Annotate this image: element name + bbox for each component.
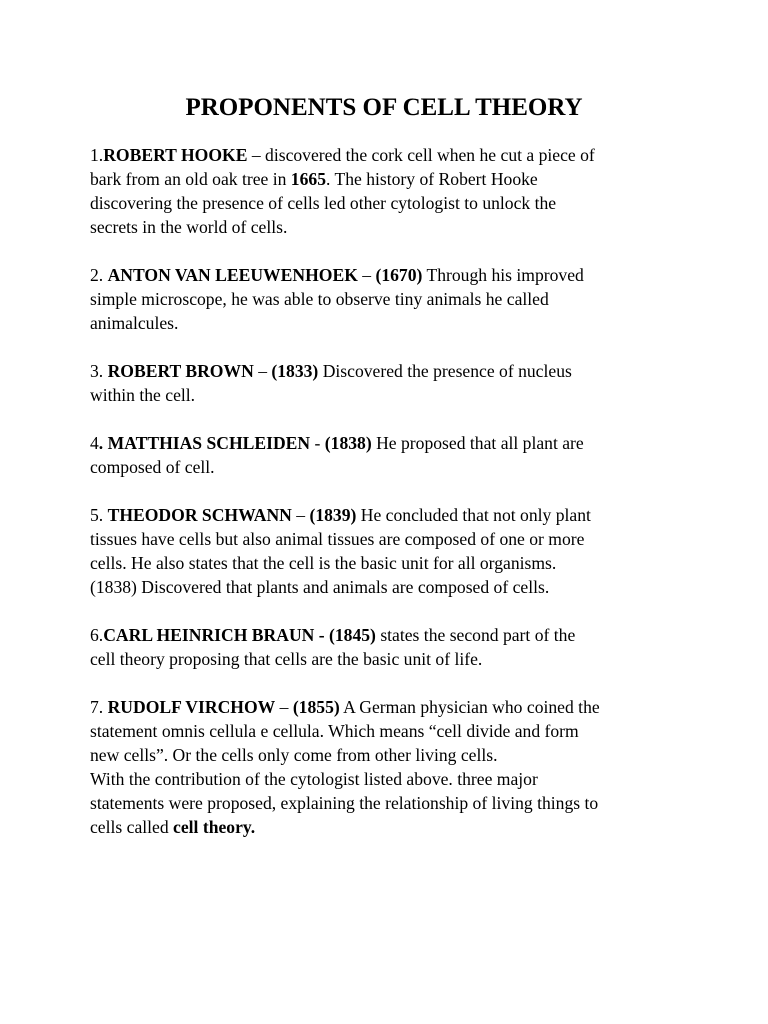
text-run: He concluded that not only plant	[356, 505, 591, 525]
text-run: – discovered the cork cell when he cut a piece of	[247, 145, 595, 165]
text-run: A German physician who coined the	[339, 697, 600, 717]
text-line	[90, 719, 690, 743]
text-run: 6.	[90, 625, 104, 645]
text-line	[90, 431, 690, 455]
bold-text: ROBERT HOOKE	[103, 145, 248, 165]
bold-text: ANTON VAN LEEUWENHOEK	[107, 265, 358, 285]
text-run: 3.	[90, 361, 108, 381]
text-run: –	[291, 505, 310, 525]
text-run: 7.	[90, 697, 108, 717]
proponent-entry	[90, 503, 690, 599]
text-run: states the second part of the	[375, 625, 576, 645]
text-line	[90, 311, 690, 335]
text-run: 4	[90, 433, 99, 453]
text-line	[90, 623, 690, 647]
bold-text: (1855)	[292, 697, 340, 717]
text-line	[90, 167, 690, 191]
text-line	[90, 215, 690, 239]
text-run: . The history of Robert Hooke	[325, 169, 538, 189]
text-line	[90, 455, 690, 479]
proponent-entry	[90, 623, 690, 671]
bold-text: cell theory.	[173, 817, 256, 837]
text-run: new cells”. Or the cells only come from other living cells.	[90, 745, 498, 765]
proponent-entry	[90, 263, 690, 335]
text-run: cells called	[90, 817, 174, 837]
text-run: He proposed that all plant are	[371, 433, 584, 453]
text-run: secrets in the world of cells.	[90, 217, 288, 237]
text-run: cell theory proposing that cells are the basic unit of life.	[90, 649, 483, 669]
text-line	[90, 143, 690, 167]
bold-text: (1839)	[309, 505, 357, 525]
text-run: –	[253, 361, 272, 381]
bold-text: RUDOLF VIRCHOW	[107, 697, 276, 717]
text-run: tissues have cells but also animal tissues are composed of one or more	[90, 529, 585, 549]
proponent-entry	[90, 359, 690, 407]
text-run: –	[357, 265, 376, 285]
text-run: statements were proposed, explaining the relationship of living things to	[90, 793, 599, 813]
bold-text: ROBERT BROWN	[107, 361, 254, 381]
text-run: –	[275, 697, 293, 717]
text-run: -	[310, 433, 325, 453]
text-run: statement omnis cellula e cellula. Which means “cell divide and form	[90, 721, 579, 741]
text-run: discovering the presence of cells led other cytologist to unlock the	[90, 193, 557, 213]
text-line	[90, 551, 690, 575]
text-line	[90, 287, 690, 311]
text-line	[90, 743, 690, 767]
text-run: within the cell.	[90, 385, 196, 405]
text-run: Through his improved	[422, 265, 584, 285]
text-run: composed of cell.	[90, 457, 215, 477]
text-line	[90, 263, 690, 287]
closing-paragraph	[90, 695, 690, 839]
text-line	[90, 527, 690, 551]
text-run: animalcules.	[90, 313, 179, 333]
text-run: Discovered the presence of nucleus	[318, 361, 572, 381]
bold-text: (1670)	[375, 265, 423, 285]
text-line	[90, 767, 690, 791]
text-run: 5.	[90, 505, 108, 525]
text-line	[90, 359, 690, 383]
proponent-list	[90, 143, 690, 671]
text-line	[90, 575, 690, 599]
text-line	[90, 191, 690, 215]
text-run: simple microscope, he was able to observe tiny animals he called	[90, 289, 549, 309]
bold-text: (1833)	[271, 361, 319, 381]
bold-text: CARL HEINRICH BRAUN - (1845)	[103, 625, 376, 645]
bold-text: . MATTHIAS SCHLEIDEN	[98, 433, 311, 453]
text-line	[90, 503, 690, 527]
proponent-entry	[90, 431, 690, 479]
text-run: cells. He also states that the cell is the basic unit for all organisms.	[90, 553, 557, 573]
bold-text: THEODOR SCHWANN	[107, 505, 292, 525]
text-run: bark from an old oak tree in	[90, 169, 291, 189]
text-line	[90, 383, 690, 407]
bold-text: 1665	[290, 169, 326, 189]
text-run: 1.	[90, 145, 104, 165]
text-line	[90, 647, 690, 671]
text-run: 2.	[90, 265, 108, 285]
text-run: With the contribution of the cytologist listed above. three major	[90, 769, 538, 789]
text-line	[90, 791, 690, 815]
document-body	[90, 143, 690, 839]
text-line	[90, 815, 690, 839]
text-run: (1838) Discovered that plants and animals are composed of cells.	[90, 577, 550, 597]
bold-text: (1838)	[324, 433, 372, 453]
document-title: PROPONENTS OF CELL THEORY	[185, 94, 583, 121]
text-line	[90, 695, 690, 719]
proponent-entry	[90, 143, 690, 239]
